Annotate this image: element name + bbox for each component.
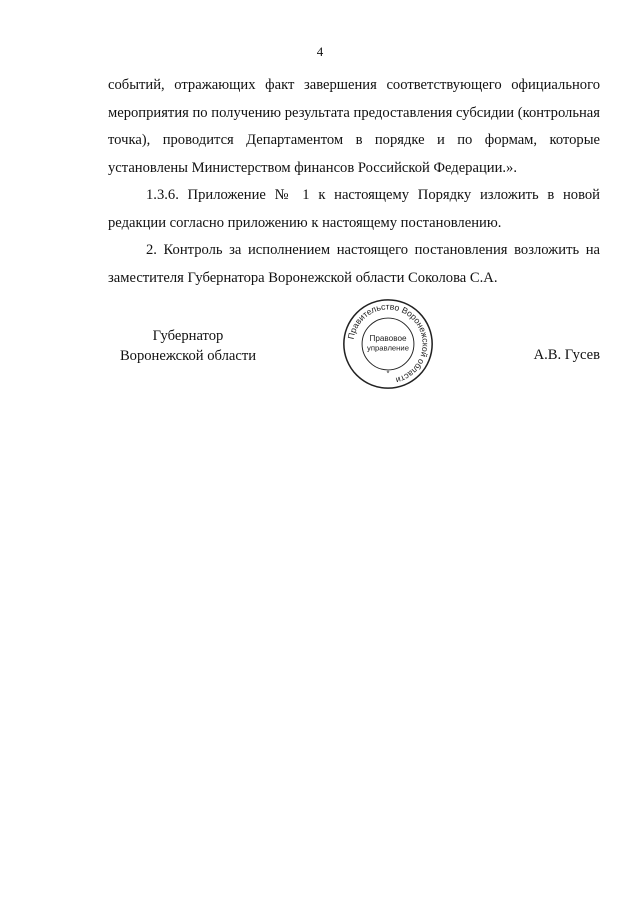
- official-seal: [340, 296, 436, 392]
- seal-center-text: Правовое: [369, 334, 407, 344]
- signatory-title-line: Губернатор: [152, 328, 224, 344]
- signature-block: [0, 326, 640, 406]
- signatory-title: [108, 326, 268, 366]
- seal-center-text: управление: [367, 343, 409, 353]
- paragraph: событий, отражающих факт завершения соответствующего официального мероприятия по получению результата предоставления субсидии (контрольная точка), проводится Департаментом в порядке и по формам, которые установлены Министерством финансов Российской Федерации.».: [108, 77, 600, 176]
- paragraph: 1.3.6. Приложение № 1 к настоящему Порядку изложить в новой редакции согласно приложению к настоящему постановлению.: [108, 187, 600, 231]
- signatory-name: А.В. Гусев: [533, 347, 600, 363]
- body-text: [108, 72, 600, 292]
- page-number: 4: [316, 44, 324, 59]
- signatory-title-line: Воронежской области: [119, 348, 257, 364]
- seal-star: *: [386, 368, 390, 378]
- seal-ring-text: Правительство Воронежской области: [345, 301, 431, 386]
- paragraph: 2. Контроль за исполнением настоящего постановления возложить на заместителя Губернатора Воронежской области Соколова С.А.: [108, 242, 600, 286]
